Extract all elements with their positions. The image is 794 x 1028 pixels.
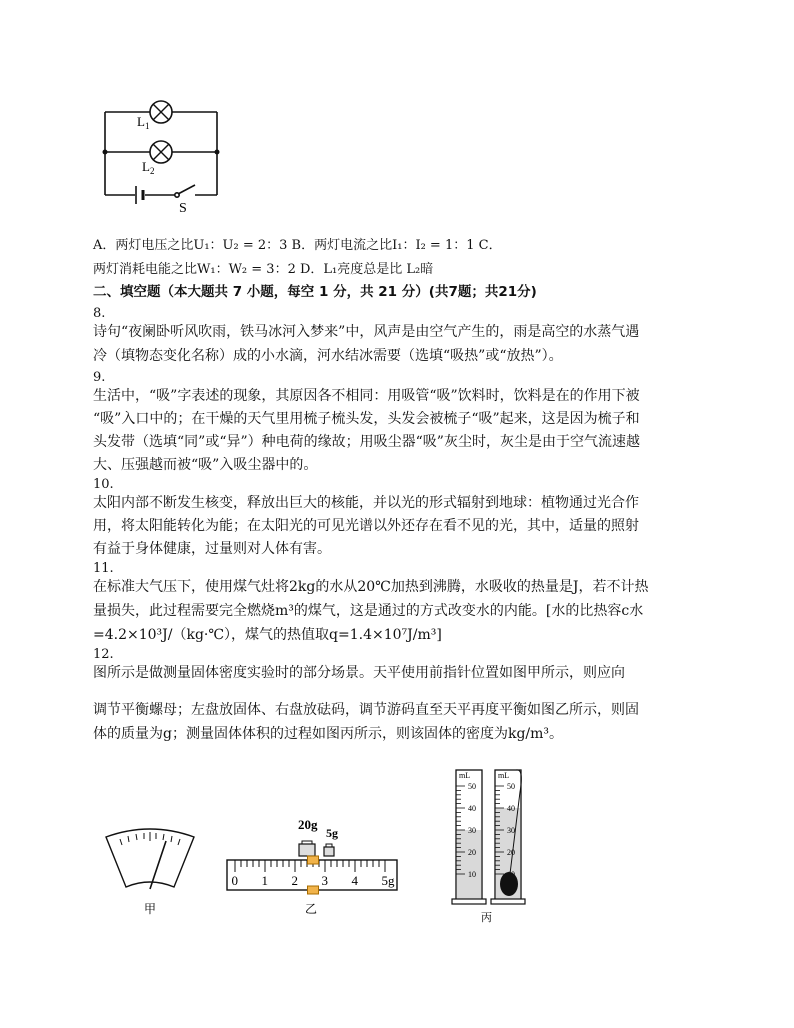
q8-line1: 诗句“夜阑卧听风吹雨，铁马冰河入梦来”中，风声是由空气产生的，雨是高空的水蒸气遇	[93, 324, 640, 340]
weight-20g	[299, 841, 315, 856]
solid-object	[500, 872, 518, 896]
cylinder-mark-label: 10	[468, 870, 476, 879]
battery-symbol	[136, 186, 143, 204]
q10-line2: 用，将太阳能转化为能；在太阳光的可见光谱以外还存在看不见的光，其中，适量的照射	[93, 518, 639, 534]
cylinder-after	[491, 770, 525, 904]
cylinder-mark-label: 30	[507, 826, 515, 835]
q12-line1: 图所示是做测量固体密度实验时的部分场景。天平使用前指针位置如图甲所示，则应向	[93, 665, 625, 681]
cylinders-figure	[450, 762, 532, 924]
q8-number: 8.	[93, 306, 106, 321]
cylinder-mark-label: 50	[468, 782, 476, 791]
weights-ruler-figure	[222, 815, 402, 925]
lamp1-label: $L_1$	[137, 114, 150, 131]
yi-label: 乙	[305, 902, 318, 916]
q9-line3: 头发带（选填“同”或“异”）种电荷的缘故；用吸尘器“吸”灰尘时，灰尘是由于空气流速越	[93, 434, 640, 450]
q10-number: 10.	[93, 477, 114, 492]
ruler-tick-label: 2	[291, 873, 298, 888]
lamp2-label: $L_2$	[142, 159, 155, 176]
switch-label: S	[179, 201, 187, 216]
q10-line3: 有益于身体健康，过量则对人体有害。	[93, 541, 331, 557]
q8-line2: 冷（填物态变化名称）成的小水滴，河水结冰需要（选填“吸热”或“放热”）。	[93, 348, 563, 364]
q12-line3: 体的质量为g；测量固体体积的过程如图丙所示，则该固体的密度为kg/m³。	[93, 726, 564, 742]
jia-label: 甲	[144, 902, 157, 916]
ruler-tick-label: 4	[351, 873, 358, 888]
lamp-l2	[150, 141, 172, 163]
q7-options-line2: 两灯消耗电能之比W₁：W₂ = 3：2 D．L₁亮度总是比 L₂暗	[93, 262, 434, 277]
circuit-diagram	[95, 90, 230, 220]
q11-line3: =4.2×10³J/（kg·℃），煤气的热值取q=1.4×10⁷J/m³]	[93, 627, 442, 643]
q9-line1: 生活中，“吸”字表述的现象，其原因各不相同：用吸管“吸”饮料时，饮料是在的作用下被	[93, 388, 640, 404]
weight-20g-label: 20g	[298, 817, 318, 832]
ruler-tick-label: 3	[321, 873, 328, 888]
cylinder-mark-label: 40	[507, 804, 515, 813]
balance-scale-figure	[100, 825, 200, 920]
bing-label: 丙	[481, 912, 492, 924]
rider-bottom	[308, 886, 319, 894]
cylinder-mark-label: 20	[507, 848, 515, 857]
section-header: 二、填空题（本大题共 7 小题，每空 1 分，共 21 分）(共7题；共21分)	[93, 284, 537, 300]
cylinder-mark-label: 30	[468, 826, 476, 835]
q12-line2: 调节平衡螺母；左盘放固体、右盘放砝码，调节游码直至天平再度平衡如图乙所示，则固	[93, 702, 639, 718]
rider-top	[308, 856, 319, 864]
q10-line1: 太阳内部不断发生核变，释放出巨大的核能，并以光的形式辐射到地球：植物通过光合作	[93, 495, 639, 511]
cylinder-before	[452, 770, 486, 904]
q11-line1: 在标准大气压下，使用煤气灶将2kg的水从20℃加热到沸腾，水吸收的热量是J，若不计热	[93, 579, 649, 595]
q9-line4: 大、压强越而被“吸”入吸尘器中的。	[93, 457, 318, 473]
cylinder1-unit: mL	[459, 771, 471, 780]
cylinder-mark-label: 20	[468, 848, 476, 857]
q7-options-line1: A．两灯电压之比U₁：U₂ = 2：3 B．两灯电流之比I₁：I₂ = 1：1 C．	[93, 238, 502, 253]
q11-line2: 量损失，此过程需要完全燃烧m³的煤气，这是通过的方式改变水的内能。[水的比热容c水	[93, 603, 644, 619]
lamp-l1	[150, 101, 172, 123]
switch-symbol	[175, 185, 195, 197]
ruler-tick-label: 5g	[381, 873, 395, 888]
ruler-tick-label: 1	[261, 873, 268, 888]
q12-number: 12.	[93, 647, 114, 662]
weight-5g-label: 5g	[326, 826, 338, 840]
q9-number: 9.	[93, 370, 106, 385]
cylinder-mark-label: 40	[468, 804, 476, 813]
ruler-tick-label: 0	[231, 873, 238, 888]
q9-line2: “吸”入口中的；在干燥的天气里用梳子梳头发，头发会被梳子“吸”起来，这是因为梳子和	[93, 411, 640, 427]
weight-5g	[324, 844, 334, 856]
cylinder2-unit: mL	[498, 771, 510, 780]
q11-number: 11.	[93, 561, 114, 576]
cylinder-mark-label: 50	[507, 782, 515, 791]
